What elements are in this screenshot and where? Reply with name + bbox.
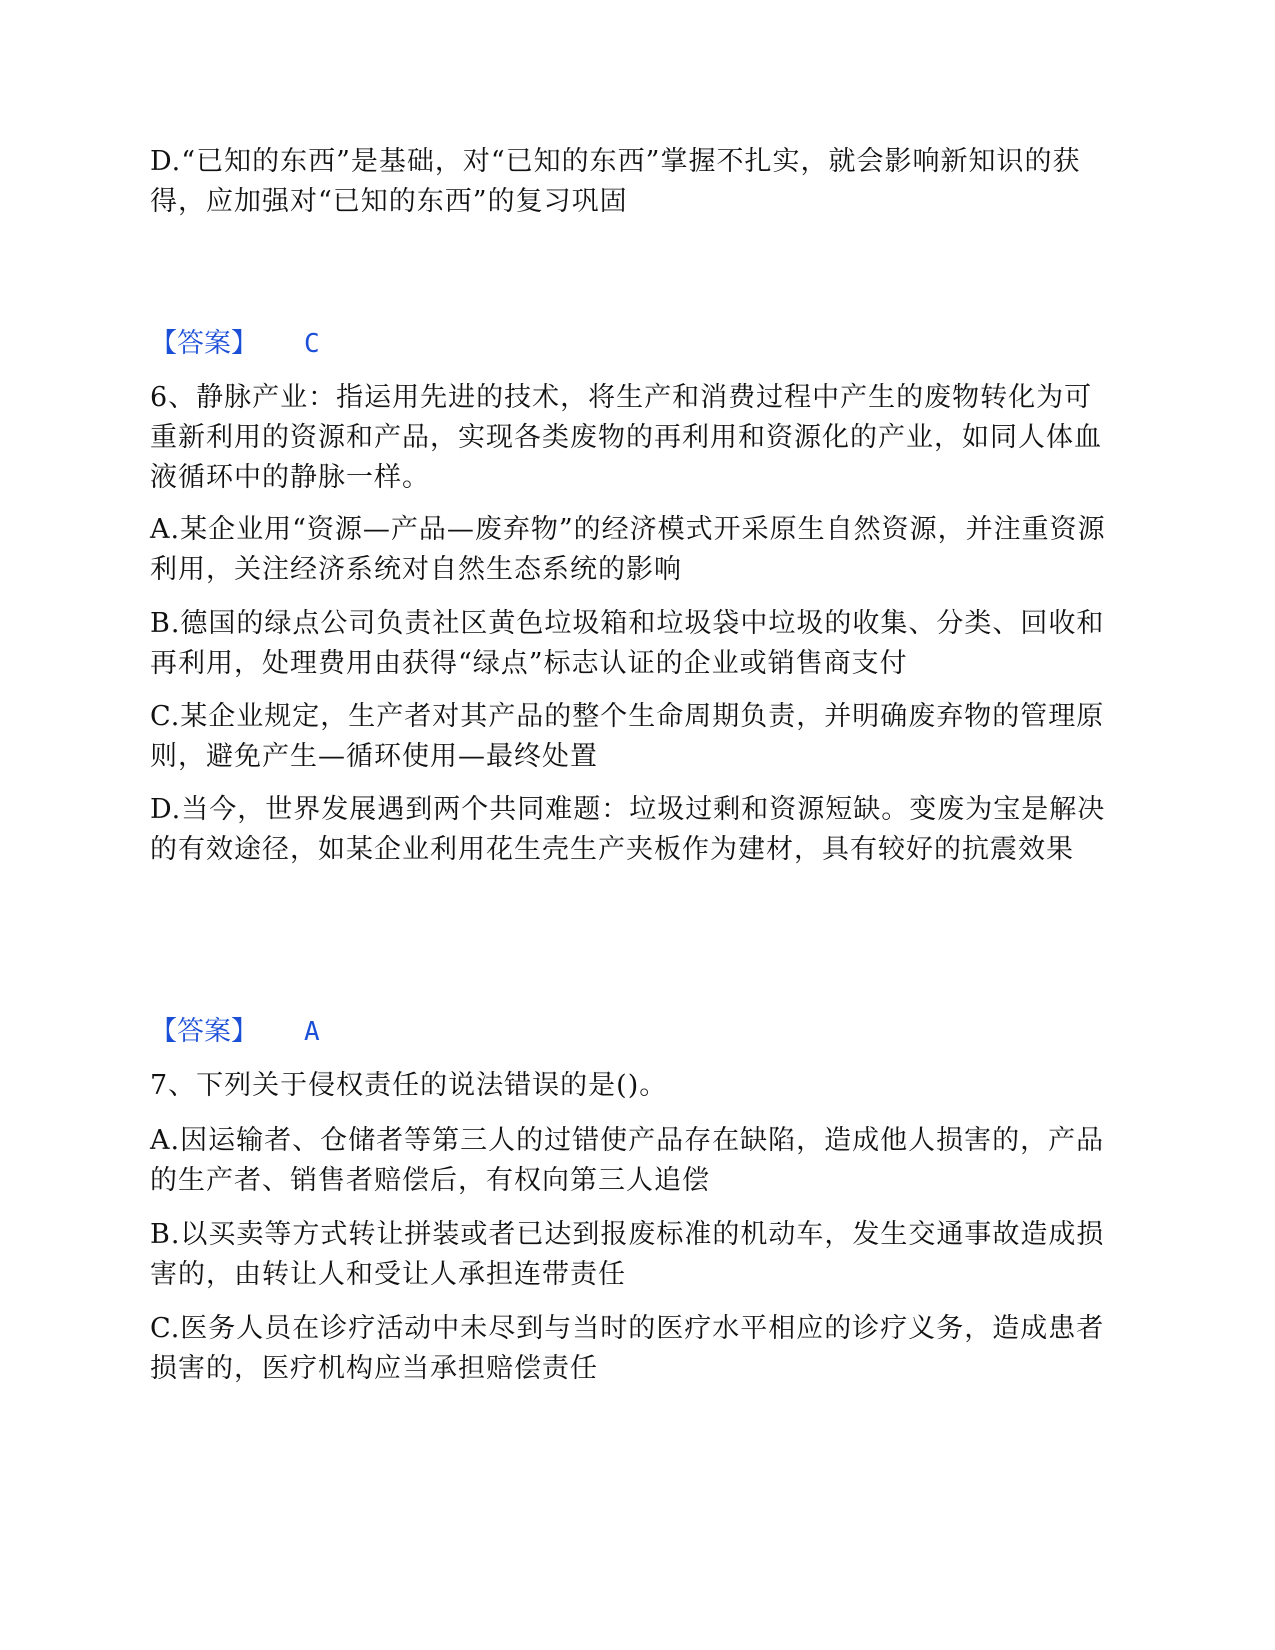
q6-option-c: C.某企业规定，生产者对其产品的整个生命周期负责，并明确废弃物的管理原则，避免产生—循环使用—最终处置 — [150, 701, 1105, 772]
q6-stem: 6、静脉产业：指运用先进的技术，将生产和消费过程中产生的废物转化为可重新利用的资源和产品，实现各类废物的再利用和资源化的产业，如同人体血液循环中的静脉一样。 — [150, 382, 1102, 493]
answer-value: A — [304, 1017, 320, 1047]
answer-label: 【答案】 — [150, 1016, 258, 1047]
q5-option-d: D.“已知的东西”是基础，对“已知的东西”掌握不扎实，就会影响新知识的获得，应加强对“已知的东西”的复习巩固 — [150, 146, 1081, 217]
q7-option-a: A.因运输者、仓储者等第三人的过错使产品存在缺陷，造成他人损害的，产品的生产者、销售者赔偿后，有权向第三人追偿 — [150, 1125, 1105, 1196]
answer-5 — [150, 324, 320, 364]
answer-value: C — [304, 329, 320, 359]
answer-6 — [150, 1012, 320, 1052]
q6-option-a: A.某企业用“资源—产品—废弃物”的经济模式开采原生自然资源，并注重资源利用，关注经济系统对自然生态系统的影响 — [150, 514, 1106, 585]
q7-option-c: C.医务人员在诊疗活动中未尽到与当时的医疗水平相应的诊疗义务，造成患者损害的，医疗机构应当承担赔偿责任 — [150, 1313, 1105, 1384]
q6-option-b: B.德国的绿点公司负责社区黄色垃圾箱和垃圾袋中垃圾的收集、分类、回收和再利用，处理费用由获得“绿点”标志认证的企业或销售商支付 — [150, 608, 1105, 679]
q6-option-d: D.当今，世界发展遇到两个共同难题：垃圾过剩和资源短缺。变废为宝是解决的有效途径，如某企业利用花生壳生产夹板作为建材，具有较好的抗震效果 — [150, 794, 1106, 865]
q7-stem: 7、下列关于侵权责任的说法错误的是()。 — [150, 1070, 668, 1101]
answer-label: 【答案】 — [150, 328, 258, 359]
q7-option-b: B.以买卖等方式转让拼装或者已达到报废标准的机动车，发生交通事故造成损害的，由转让人和受让人承担连带责任 — [150, 1219, 1105, 1290]
